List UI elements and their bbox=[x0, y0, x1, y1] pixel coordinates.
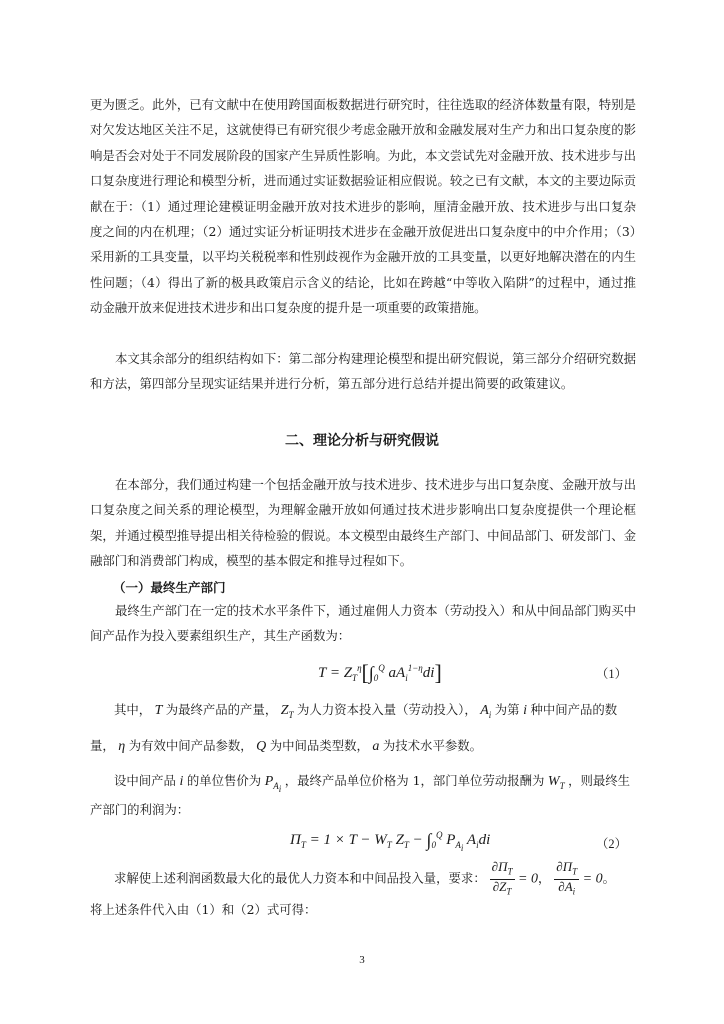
text-fragment: 为第 bbox=[494, 702, 520, 717]
math-i: i bbox=[175, 774, 187, 789]
section-heading: 二、理论分析与研究假说 bbox=[285, 433, 439, 449]
math-Ai: $A_i$ bbox=[476, 703, 492, 720]
math-i: i bbox=[519, 703, 531, 718]
text-fragment: 为有效中间产品参数， bbox=[128, 738, 253, 753]
math-ZT: $Z_T$ bbox=[277, 703, 294, 720]
equation-2-number: （2） bbox=[596, 837, 627, 851]
math-equals-zero: = 0 bbox=[579, 871, 603, 887]
optimality-line bbox=[114, 860, 615, 898]
math-a: a bbox=[368, 739, 383, 754]
text-fragment: 其中， bbox=[114, 702, 152, 717]
equation-2: $\Pi_T = 1 \times T - W_T$ $Z_T - \int_0^Q$ $P_{A_i}$ $A_idi$ bbox=[290, 830, 491, 853]
equation-1: $T = Z_T^\eta[\int_0^Q$ $aA_i^{1-\eta}di$] bbox=[318, 660, 442, 685]
text-fragment: ，最终产品单位价格为 1，部门单位劳动报酬为 bbox=[284, 773, 545, 788]
math-WT: $W_T$ bbox=[544, 774, 565, 791]
text-fragment: 的单位售价为 bbox=[186, 773, 262, 788]
math-eta: η bbox=[114, 739, 129, 754]
equation-1-number: （1） bbox=[596, 667, 627, 681]
fraction-dPi-dZT: $\frac{\partial\Pi_T}{\partial Z_T}$ bbox=[491, 859, 513, 897]
text-fragment: 种中间产品的数 bbox=[530, 702, 618, 717]
math-Q: Q bbox=[252, 739, 270, 754]
subsection-heading: （一）最终生产部门 bbox=[113, 580, 226, 595]
price-line bbox=[114, 771, 630, 794]
math-T: T bbox=[151, 703, 166, 718]
paragraph-production: 最终生产部门在一定的技术水平条件下，通过雇佣人力资本（劳动投入）和从中间品部门购买中间产品作为投入要素组织生产，其生产函数为： bbox=[90, 603, 636, 644]
text-fragment: 设中间产品 bbox=[114, 773, 176, 788]
text-fragment: 。 bbox=[602, 870, 615, 886]
fraction-dPi-dAi: $\frac{\partial\Pi_T}{\partial A_i}$ bbox=[556, 859, 578, 897]
text-fragment: 求解使上述利润函数最大化的最优人力资本和中间品投入量，要求： bbox=[114, 870, 486, 886]
page-number: 3 bbox=[359, 954, 365, 966]
math-PAi: $P_{A_i}$ bbox=[261, 774, 282, 794]
definitions-line-1 bbox=[114, 700, 617, 720]
text-fragment: ， bbox=[537, 870, 551, 886]
final-line: 将上述条件代入由（1）和（2）式可得： bbox=[90, 902, 317, 917]
text-fragment: 为人力资本投入量（劳动投入）， bbox=[297, 702, 477, 717]
text-fragment: 为最终产品的产量， bbox=[165, 702, 278, 717]
text-fragment: ，则最终生 bbox=[568, 773, 631, 788]
paragraph-structure: 本文其余部分的组织结构如下：第二部分构建理论模型和提出研究假说，第三部分介绍研究数据和方法，第四部分呈现实证结果并进行分析，第五部分进行总结并提出简要的政策建议。 bbox=[90, 351, 636, 392]
text-fragment: 为技术水平参数。 bbox=[382, 738, 483, 753]
paragraph-contributions: 更为匮乏。此外，已有文献中在使用跨国面板数据进行研究时，往往选取的经济体数量有限，特别是对欠发达地区关注不足，这就使得已有研究很少考虑金融开放和金融发展对生产力和出口复杂度的影响是否会对处于不同发展阶段的国家产生异质性影响。为此，本文尝试先对金融开放、技术进步与出口复杂度进行理论和模型分析，进而通过实证数据验证相应假说。较之已有文献，本文的主要边际贡献在于：（1）通过理论建模证明金融开放对技术进步的影响，厘清金融开放、技术进步与出口复杂度之间的内在机理；（2）通过实证分析证明技术进步在金融开放促进出口复杂度中的中介作用；（3）采用新的工具变量，以平均关税税率和性别歧视作为金融开放的工具变量，以更好地解决潜在的内生性问题；（4）得出了新的极具政策启示含义的结论，比如在跨越“中等收入陷阱”的过程中，通过推动金融开放来促进技术进步和出口复杂度的提升是一项重要的政策措施。 bbox=[90, 97, 636, 316]
math-equals-zero: = 0 bbox=[514, 871, 538, 887]
text-fragment: 为中间品类型数， bbox=[269, 738, 369, 753]
text-fragment: 量， bbox=[90, 738, 115, 753]
definitions-line-2 bbox=[90, 736, 482, 755]
price-line-2: 产部门的利润为： bbox=[90, 802, 190, 817]
paragraph-section-intro: 在本部分，我们通过构建一个包括金融开放与技术进步、技术进步与出口复杂度、金融开放与出口复杂度之间关系的理论模型，为理解金融开放如何通过技术进步影响出口复杂度提供一个理论框架，并通过模型推导提出相关待检验的假说。本文模型由最终生产部门、中间品部门、研发部门、金融部门和消费部门构成，模型的基本假定和推导过程如下。 bbox=[90, 477, 636, 569]
